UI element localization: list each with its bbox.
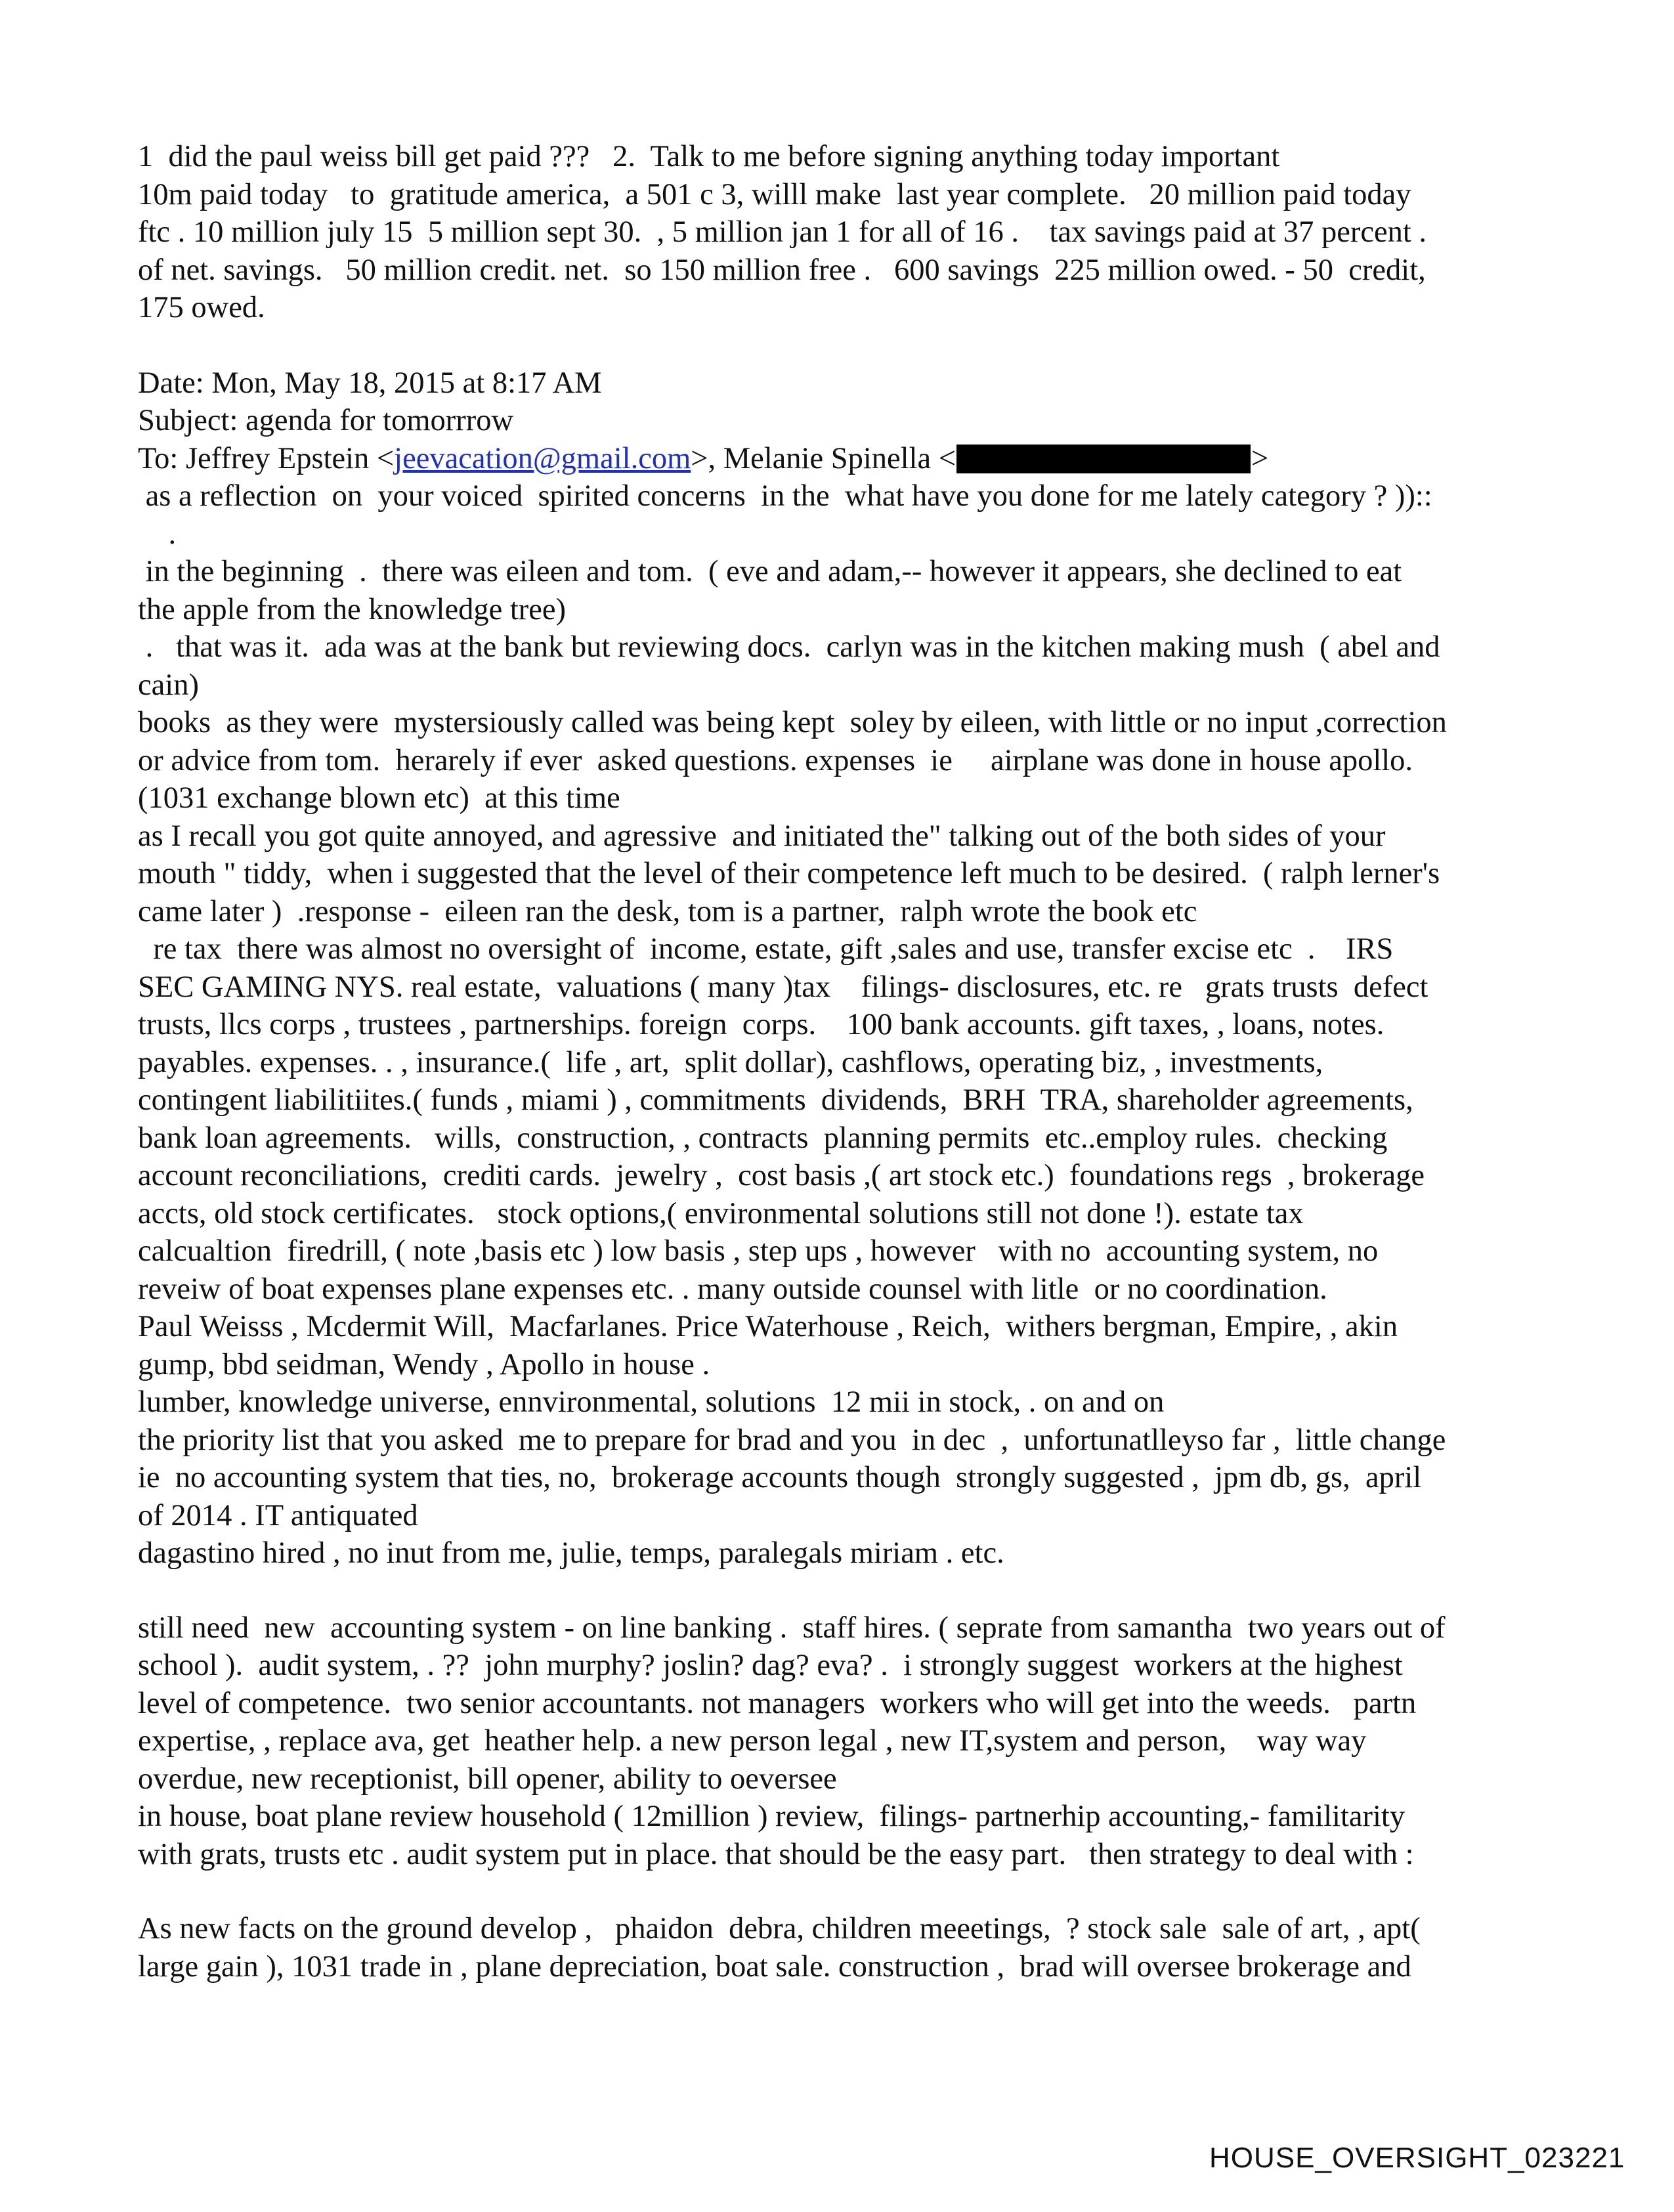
paragraph-gap [138, 1873, 1556, 1910]
body-line: . that was it. ada was at the bank but reviewing docs. carlyn was in the kitchen making mush ( abel and [138, 630, 1440, 664]
body-paragraph-1 [138, 477, 1556, 1572]
body-line: Paul Weisss , Mcdermit Will, Macfarlanes. Price Waterhouse , Reich, withers bergman, Empire, , akin [138, 1310, 1398, 1343]
body-line: of 2014 . IT antiquated [138, 1498, 418, 1532]
body-line: dagastino hired , no inut from me, julie, temps, paralegals miriam . etc. [138, 1536, 1004, 1570]
body-line: still need new accounting system - on line banking . staff hires. ( seprate from samantha two years out of [138, 1611, 1446, 1645]
body-line: calcualtion firedrill, ( note ,basis etc ) low basis , step ups , however with no accounting system, no [138, 1234, 1379, 1268]
body-line: in house, boat plane review household ( 12million ) review, filings- partnerhip accounting,- familitarity [138, 1800, 1406, 1833]
email-header [138, 364, 1556, 478]
email-date: Date: Mon, May 18, 2015 at 8:17 AM [138, 366, 602, 400]
body-line: cain) [138, 668, 199, 702]
to-suffix: > [1251, 441, 1269, 475]
body-line: overdue, new receptionist, bill opener, ability to oeversee [138, 1762, 837, 1796]
body-line: large gain ), 1031 trade in , plane depreciation, boat sale. construction , brad will oversee brokerage and [138, 1949, 1411, 1984]
body-line: accts, old stock certificates. stock options,( environmental solutions still not done !). estate tax [138, 1196, 1304, 1230]
body-line: gump, bbd seidman, Wendy , Apollo in house . [138, 1347, 710, 1381]
to-prefix: To: Jeffrey Epstein < [138, 441, 395, 475]
body-line: level of competence. two senior accountants. not managers workers who will get into the weeds. partn [138, 1686, 1417, 1720]
body-line: came later ) .response - eileen ran the desk, tom is a partner, ralph wrote the book etc [138, 894, 1197, 928]
paragraph-gap [138, 327, 1556, 364]
body-line: expertise, , replace ava, get heather help. a new person legal , new IT,system and person, way way [138, 1724, 1367, 1758]
body-paragraph-3 [138, 1910, 1556, 1985]
body-line: reveiw of boat expenses plane expenses etc. . many outside counsel with litle or no coordination. [138, 1272, 1327, 1306]
email-link[interactable]: jeevacation@gmail.com [394, 441, 691, 475]
intro-paragraph [138, 138, 1556, 327]
to-middle: >, Melanie Spinella < [691, 441, 956, 475]
email-subject: Subject: agenda for tomorrrow [138, 404, 514, 437]
document-page [138, 138, 1556, 1985]
body-line: school ). audit system, . ?? john murphy? joslin? dag? eva? . i strongly suggest workers at the highest [138, 1649, 1403, 1682]
body-line: contingent liabilitiites.( funds , miami ) , commitments dividends, BRH TRA, shareholder agreements, [138, 1083, 1413, 1117]
body-line: lumber, knowledge universe, ennvironmental, solutions 12 mii in stock, . on and on [138, 1385, 1165, 1419]
body-line: re tax there was almost no oversight of income, estate, gift ,sales and use, transfer excise etc . IRS [138, 932, 1394, 966]
body-line: mouth " tiddy, when i suggested that the level of their competence left much to be desired. ( ralph lerner's [138, 857, 1440, 890]
intro-line: 1 did the paul weiss bill get paid ??? 2. Talk to me before signing anything today important [138, 140, 1280, 173]
body-line: in the beginning . there was eileen and tom. ( eve and adam,-- however it appears, she declined to eat [138, 555, 1402, 588]
bates-stamp: HOUSE_OVERSIGHT_023221 [1209, 2142, 1625, 2174]
body-line: SEC GAMING NYS. real estate, valuations ( many )tax filings- disclosures, etc. re grats trusts defect [138, 970, 1428, 1004]
body-line: trusts, llcs corps , trustees , partnerships. foreign corps. 100 bank accounts. gift taxes, , loans, notes. [138, 1008, 1384, 1041]
body-line: or advice from tom. herarely if ever asked questions. expenses ie airplane was done in house apollo. [138, 743, 1413, 777]
intro-line: 10m paid today to gratitude america, a 501 c 3, willl make last year complete. 20 million paid today [138, 177, 1411, 211]
intro-line: ftc . 10 million july 15 5 million sept 30. , 5 million jan 1 for all of 16 . tax savings paid at 37 percent . [138, 215, 1427, 249]
body-line: the priority list that you asked me to prepare for brad and you in dec , unfortunatlleyso far , little change [138, 1423, 1446, 1457]
body-line: as I recall you got quite annoyed, and agressive and initiated the" talking out of the both sides of your [138, 819, 1386, 853]
body-line: As new facts on the ground develop , phaidon debra, children meeetings, ? stock sale sale of art, , apt( [138, 1912, 1421, 1945]
paragraph-gap [138, 1572, 1556, 1609]
body-line: bank loan agreements. wills, construction, , contracts planning permits etc..employ rules. checking [138, 1121, 1388, 1155]
body-line: books as they were mystersiously called was being kept soley by eileen, with little or no input ,correction [138, 706, 1447, 739]
body-line: with grats, trusts etc . audit system put in place. that should be the easy part. then strategy to deal with : [138, 1837, 1414, 1871]
body-line: the apple from the knowledge tree) [138, 592, 567, 626]
intro-line: of net. savings. 50 million credit. net. so 150 million free . 600 savings 225 million owed. - 50 credit, [138, 253, 1426, 287]
body-line: (1031 exchange blown etc) at this time [138, 781, 620, 815]
body-line: payables. expenses. . , insurance.( life , art, split dollar), cashflows, operating biz, , investments, [138, 1045, 1323, 1079]
email-to [138, 440, 1556, 478]
body-line: account reconciliations, crediti cards. jewelry , cost basis ,( art stock etc.) foundations regs , brokerage [138, 1159, 1425, 1192]
intro-line: 175 owed. [138, 291, 265, 324]
body-line: . [138, 517, 177, 551]
body-line: as a reflection on your voiced spirited concerns in the what have you done for me lately category ? )):: [138, 479, 1432, 513]
redaction-box [956, 445, 1251, 473]
body-paragraph-2 [138, 1609, 1556, 1874]
body-line: ie no accounting system that ties, no, brokerage accounts though strongly suggested , jpm db, gs, april [138, 1461, 1422, 1494]
